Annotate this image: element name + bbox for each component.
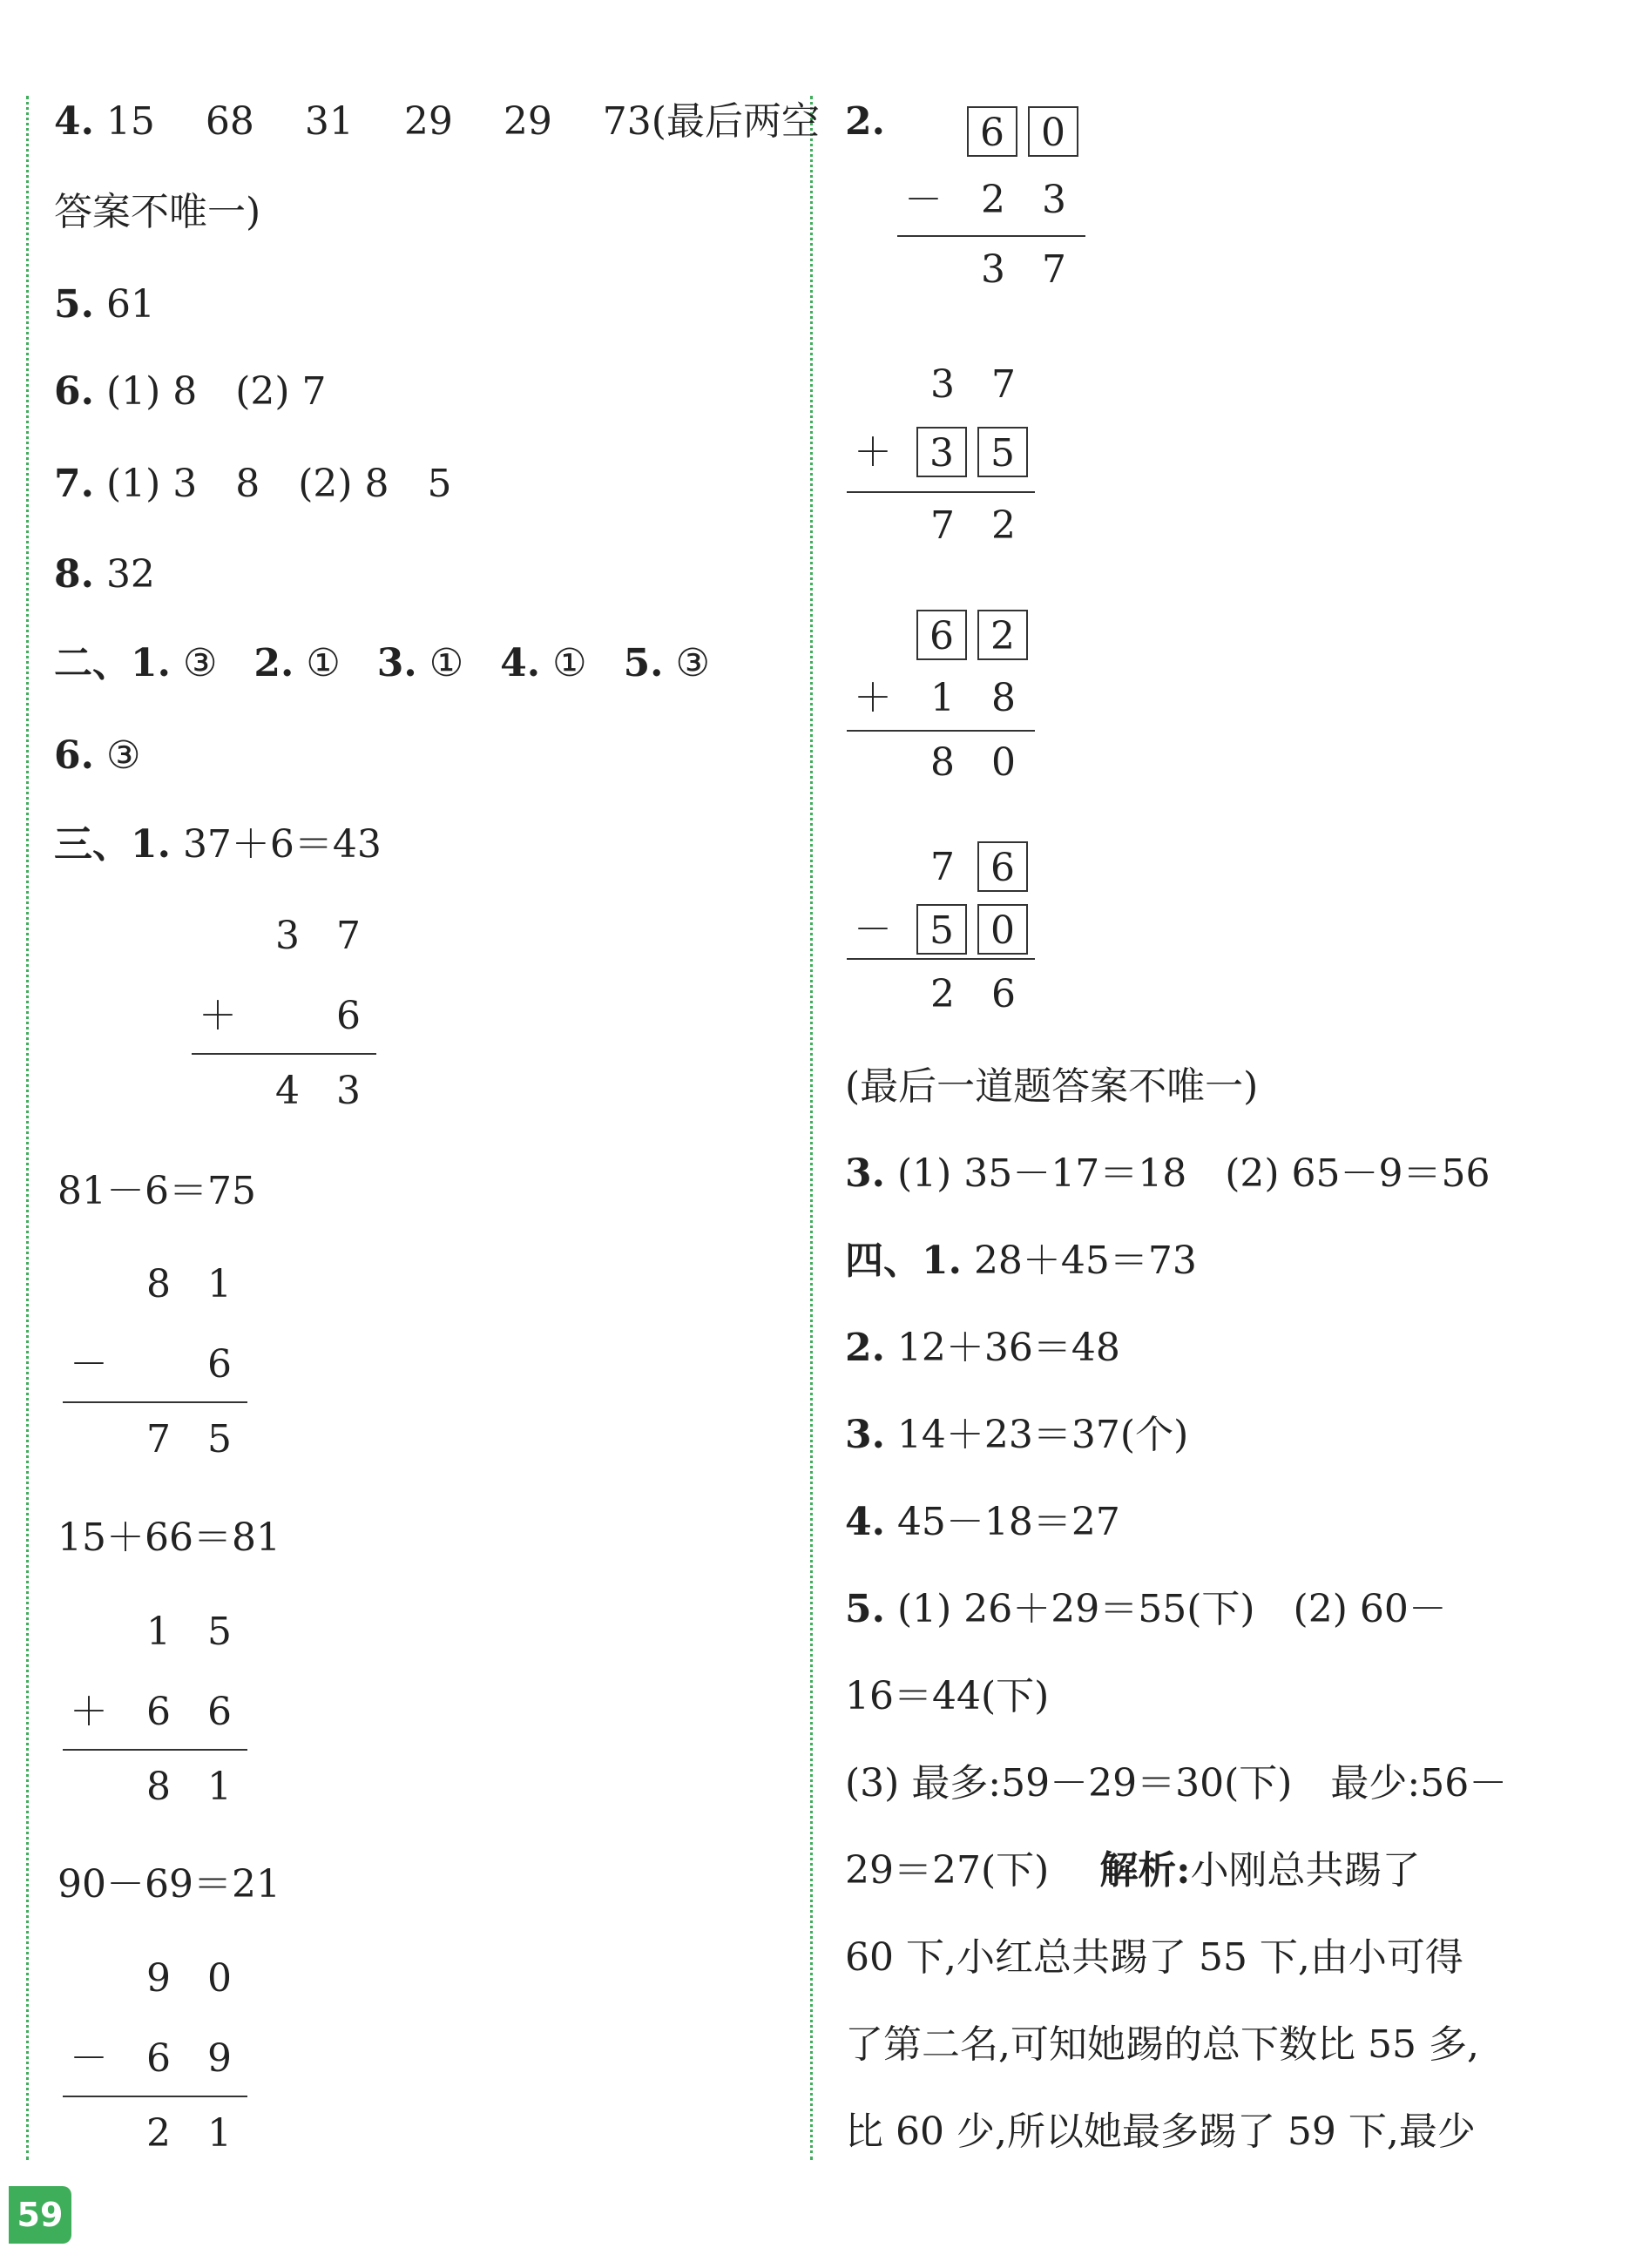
digit: 3 [930,362,955,407]
digit: 8 [146,1262,171,1306]
item-number: 5. [623,641,664,685]
digit: 6 [336,994,361,1038]
digit: 7 [991,362,1016,407]
digit: 7 [930,845,955,889]
operator: ＋ [854,676,892,720]
answer-text: 15 68 31 29 29 73(最后两空 [105,99,820,144]
section-2-answer-6 [54,730,140,782]
section-4-q5-part3: (3) 最多:59－29＝30(下) 最少:56－ [845,1761,1508,1806]
answer-8 [54,549,155,601]
sum-line [897,235,1085,237]
section-4-q4 [845,1496,1120,1549]
answer-text: (1) 35－17＝18 (2) 65－9＝56 [896,1151,1490,1196]
answer-box: 2 [977,610,1028,660]
answer-text: 61 [105,282,155,327]
answer-box: 0 [1028,106,1078,157]
item-number: 3. [845,1413,885,1457]
operator: ＋ [199,994,237,1038]
answer-text: 28＋45＝73 [973,1239,1197,1283]
section-3-q1 [54,819,382,871]
analysis-text: 小刚总共踢了 [1190,1848,1421,1893]
answer-text: 29＝27(下) [845,1848,1088,1893]
equation: 90－69＝21 [57,1862,281,1907]
digit: 5 [207,1417,232,1461]
digit: 9 [207,2036,232,2081]
analysis-label: 解析: [1099,1848,1191,1893]
item-number: 3. [376,641,417,685]
answer-text: 12＋36＝48 [896,1326,1120,1370]
answer-box: 5 [916,904,967,955]
answer-text: 14＋23＝37(个) [896,1413,1189,1457]
item-number: 2. [253,641,294,685]
digit: 7 [336,914,361,958]
item-number: 1. [922,1239,962,1283]
answer-text: (1) 3 8 (2) 8 5 [105,462,452,506]
choice-answer: ③ [675,641,710,685]
answer-4-continued: 答案不唯一) [54,190,261,234]
digit: 3 [275,914,300,958]
note: (最后一道题答案不唯一) [845,1064,1259,1109]
digit: 2 [981,178,1005,222]
equation: 81－6＝75 [57,1169,256,1213]
answer-text: (1) 8 (2) 7 [105,369,327,414]
operator: ＋ [70,1690,108,1734]
digit: 5 [207,1610,232,1654]
column-divider [810,96,813,2160]
section-4-q1 [845,1235,1197,1287]
section-label: 三、 [54,822,131,867]
digit: 1 [207,1262,232,1306]
digit: 2 [991,503,1016,548]
answer-text: 45－18＝27 [896,1500,1120,1544]
item-number: 5. [54,282,94,327]
analysis-text: 比 60 少,所以她最多踢了 59 下,最少 [845,2109,1476,2154]
sum-line [192,1053,376,1055]
item-number: 2. [845,1326,885,1370]
answer-text: 32 [105,552,155,597]
answer-text: (1) 26＋29＝55(下) (2) 60－ [896,1587,1447,1631]
digit: 6 [207,1342,232,1387]
section-4-q2 [845,1322,1120,1374]
digit: 7 [1042,247,1066,292]
answer-box: 6 [967,106,1017,157]
analysis-text: 60 下,小红总共踢了 55 下,由小可得 [845,1935,1463,1980]
item-number: 2. [845,99,885,144]
operator: ＋ [854,430,892,475]
answer-7 [54,458,452,510]
choice-answer: ① [306,641,341,685]
digit: 6 [146,2036,171,2081]
digit: 0 [991,740,1016,785]
item-number: 3. [845,1151,885,1196]
digit: 3 [336,1069,361,1113]
equation: 15＋66＝81 [57,1515,281,1560]
operator: － [70,1342,108,1387]
digit: 3 [981,247,1005,292]
digit: 0 [207,1956,232,2001]
digit: 7 [146,1417,171,1461]
item-number: 4. [54,99,94,144]
digit: 6 [207,1690,232,1734]
digit: 8 [991,676,1016,720]
operator: － [904,178,943,222]
choice-answer: ③ [105,733,141,778]
item-number: 6. [54,733,94,778]
answer-3 [845,1148,1490,1200]
digit: 7 [930,503,955,548]
sum-line [847,491,1035,493]
digit: 6 [991,972,1016,1016]
sum-line [847,730,1035,732]
digit: 1 [207,1765,232,1809]
item-number: 6. [54,369,94,414]
item-number: 1. [131,641,171,685]
item-number: 4. [500,641,541,685]
item-number: 7. [54,462,94,506]
choice-answer: ① [552,641,587,685]
answer-6 [54,366,327,418]
operator: － [70,2036,108,2081]
item-number: 8. [54,552,94,597]
section-4-q3 [845,1409,1188,1461]
answer-4 [54,96,820,148]
digit: 2 [146,2111,171,2156]
digit: 8 [930,740,955,785]
operator: － [854,908,892,952]
answer-2-label [845,96,885,148]
digit: 8 [146,1765,171,1809]
answer-5 [54,279,155,331]
digit: 2 [930,972,955,1016]
sum-line [63,2096,247,2097]
sum-line [63,1749,247,1751]
section-4-q5-part3-continued [845,1845,1421,1897]
section-4-q5-continued: 16＝44(下) [845,1674,1050,1718]
sum-line [63,1401,247,1403]
digit: 3 [1042,178,1066,222]
digit: 9 [146,1956,171,2001]
section-2-answers [54,638,710,690]
left-margin-rule [26,96,29,2160]
answer-box: 6 [977,841,1028,892]
digit: 1 [930,676,955,720]
answer-box: 6 [916,610,967,660]
digit: 6 [146,1690,171,1734]
choice-answer: ① [429,641,464,685]
answer-box: 5 [977,427,1028,477]
section-label: 二、 [54,641,131,685]
item-number: 5. [845,1587,885,1631]
analysis-text: 了第二名,可知她踢的总下数比 55 多, [845,2022,1479,2067]
sum-line [847,958,1035,960]
page-number: 59 [9,2186,71,2244]
answer-box: 3 [916,427,967,477]
item-number: 4. [845,1500,885,1544]
equation: 37＋6＝43 [182,822,382,867]
item-number: 1. [131,822,171,867]
choice-answer: ③ [182,641,218,685]
section-4-q5 [845,1583,1447,1636]
digit: 4 [275,1069,300,1113]
digit: 1 [146,1610,171,1654]
answer-box: 0 [977,904,1028,955]
digit: 1 [207,2111,232,2156]
section-label: 四、 [845,1239,922,1283]
